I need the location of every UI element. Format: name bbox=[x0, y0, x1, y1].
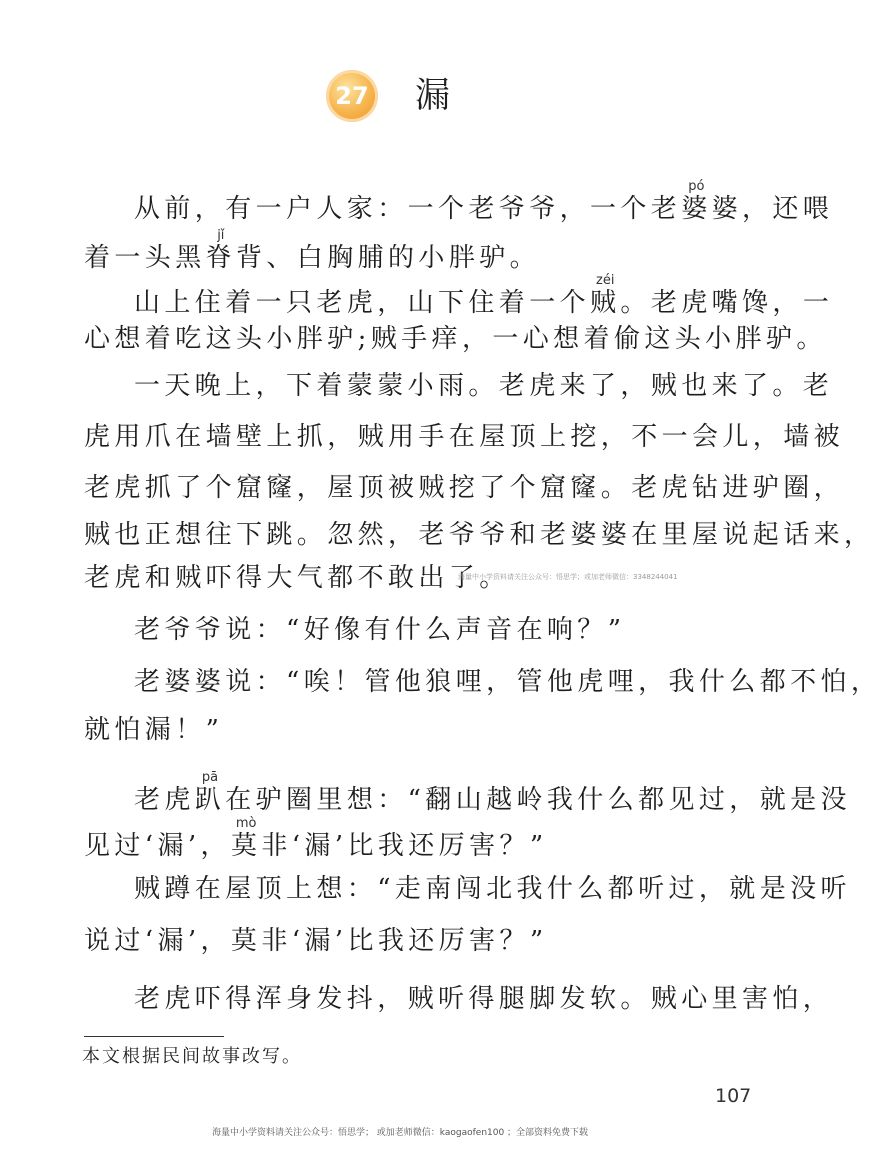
text-line bbox=[134, 273, 834, 318]
text-line bbox=[84, 520, 874, 550]
text-segment: 在驴圈里想：“翻山越岭我什么都见过，就是没 bbox=[225, 785, 851, 815]
text-line bbox=[84, 324, 827, 354]
annotated-character: 婆pó bbox=[681, 179, 712, 224]
text-segment: 婆，还喂 bbox=[711, 194, 834, 224]
lesson-header bbox=[0, 66, 800, 132]
text-segment: 老婆婆说：“唉！管他狼哩，管他虎哩，我什么都不怕， bbox=[134, 667, 881, 697]
annotated-character: 趴pā bbox=[194, 770, 226, 815]
pinyin-annotation: pā bbox=[194, 770, 226, 785]
text-segment: 一天晚上，下着蒙蒙小雨。老虎来了，贼也来了。老 bbox=[134, 371, 834, 401]
text-segment: 就怕漏！” bbox=[84, 715, 224, 745]
text-line bbox=[134, 615, 625, 645]
text-line bbox=[134, 874, 851, 904]
pinyin-annotation: zéi bbox=[590, 273, 621, 288]
text-segment: 见过‘漏’， bbox=[84, 831, 231, 861]
text-segment: 老虎抓了个窟窿，屋顶被贼挖了个窟窿。老虎钻进驴圈， bbox=[84, 473, 845, 503]
text-segment: 着一头黑 bbox=[84, 243, 206, 273]
text-segment: 非‘漏’比我还厉害？” bbox=[261, 831, 548, 861]
text-segment: 老虎 bbox=[134, 785, 195, 815]
text-line bbox=[134, 371, 833, 401]
text-segment: 贼也正想往下跳。忽然，老爷爷和老婆婆在里屋说起话来， bbox=[84, 520, 875, 550]
text-segment: 从前，有一户人家：一个老爷爷，一个老 bbox=[134, 194, 682, 224]
annotated-character: 脊jǐ bbox=[205, 228, 237, 273]
text-line bbox=[84, 422, 844, 452]
text-segment: 背、白胸脯的小胖驴。 bbox=[236, 243, 541, 273]
text-segment: 虎用爪在墙壁上抓，贼用手在屋顶上挖，不一会儿，墙被 bbox=[84, 422, 845, 452]
text-line bbox=[84, 816, 548, 861]
text-segment: 老爷爷说：“好像有什么声音在响？” bbox=[134, 615, 626, 645]
pinyin-annotation: mò bbox=[230, 816, 262, 831]
text-line bbox=[134, 667, 881, 697]
text-segment: 。老虎嘴馋，一 bbox=[620, 288, 834, 318]
annotated-character: 贼zéi bbox=[590, 273, 621, 318]
text-line bbox=[84, 563, 510, 593]
pinyin-annotation: jǐ bbox=[205, 228, 236, 243]
lesson-number-badge: 27 bbox=[326, 70, 378, 122]
text-segment: 心想着吃这头小胖驴;贼手痒，一心想着偷这头小胖驴。 bbox=[84, 324, 827, 354]
page-number: 107 bbox=[715, 1085, 752, 1107]
text-line bbox=[84, 228, 541, 273]
text-line bbox=[84, 473, 844, 503]
text-line bbox=[84, 715, 223, 745]
footnote-divider bbox=[84, 1036, 224, 1037]
pinyin-annotation: pó bbox=[681, 179, 712, 194]
text-line bbox=[134, 179, 834, 224]
text-segment: 老虎吓得浑身发抖，贼听得腿脚发软。贼心里害怕， bbox=[134, 984, 834, 1014]
text-line bbox=[84, 926, 548, 956]
overlay-watermark-text: 海量中小学资料请关注公众号：悟思学；或加老师微信：3348244041 bbox=[458, 573, 678, 581]
text-segment: 老虎和贼吓得大气都不敢出了。 bbox=[84, 563, 510, 593]
bottom-notice: 海量中小学资料请关注公众号：悟思学； 或加老师微信：kaogaofen100 ；全部资料免费下载 bbox=[211, 1128, 589, 1138]
text-segment: 说过‘漏’，莫非‘漏’比我还厉害？” bbox=[84, 926, 548, 956]
lesson-title: 漏 bbox=[415, 76, 451, 116]
annotated-character: 莫mò bbox=[230, 816, 262, 861]
text-segment: 山上住着一只老虎，山下住着一个 bbox=[134, 288, 591, 318]
text-line bbox=[134, 770, 851, 815]
text-segment: 贼蹲在屋顶上想：“走南闯北我什么都听过，就是没听 bbox=[134, 874, 851, 904]
text-line bbox=[134, 984, 833, 1014]
footnote: 本文根据民间故事改写。 bbox=[82, 1046, 302, 1067]
